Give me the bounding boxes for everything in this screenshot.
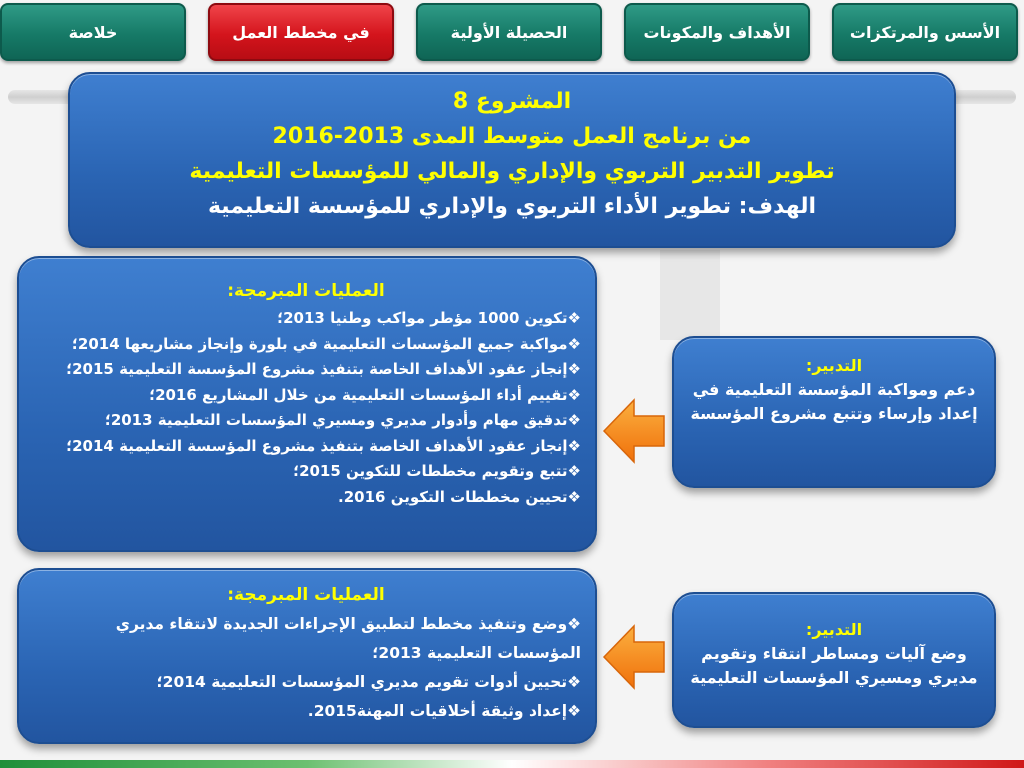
diamond-bullet-icon: ❖ xyxy=(567,436,581,455)
list-item: ❖إنجاز عقود الأهداف الخاصة بتنفيذ مشروع المؤسسة التعليمية 2014؛ xyxy=(66,436,581,455)
operations-list xyxy=(31,306,581,510)
diamond-bullet-icon: ❖ xyxy=(567,309,581,327)
tadbir-heading: التدبير: xyxy=(805,620,863,639)
diamond-bullet-icon: ❖ xyxy=(567,360,581,378)
tab-action-plan[interactable]: في مخطط العمل xyxy=(208,3,394,61)
list-item: ❖تقييم أداء المؤسسات التعليمية من خلال المشاريع 2016؛ xyxy=(149,385,581,404)
top-navigation xyxy=(0,0,1024,64)
diamond-bullet-icon: ❖ xyxy=(567,702,581,720)
list-item: ❖تتبع وتقويم مخططات للتكوين 2015؛ xyxy=(293,462,581,480)
tab-conclusion[interactable]: خلاصة xyxy=(0,3,186,61)
diamond-bullet-icon: ❖ xyxy=(567,673,581,691)
list-item: ❖تدقيق مهام وأدوار مديري ومسيري المؤسسات التعليمية 2013؛ xyxy=(104,411,581,429)
operations-list xyxy=(31,610,581,726)
background-ghost-panel xyxy=(660,250,720,340)
list-item: ❖وضع وتنفيذ مخطط لتطبيق الإجراءات الجديدة لانتقاء مديري المؤسسات التعليمية 2013؛ xyxy=(115,615,581,662)
diamond-bullet-icon: ❖ xyxy=(567,411,581,429)
project-number: المشروع 8 xyxy=(452,89,572,114)
tab-foundations[interactable]: الأسس والمرتكزات xyxy=(832,3,1018,61)
diamond-bullet-icon: ❖ xyxy=(567,334,581,353)
project-goal: الهدف: تطوير الأداء التربوي والإداري للمؤسسة التعليمية xyxy=(207,194,817,219)
diamond-bullet-icon: ❖ xyxy=(567,487,581,506)
list-item: ❖إعداد وثيقة أخلاقيات المهنة2015. xyxy=(307,702,581,720)
tadbir-panel-2 xyxy=(672,592,996,728)
operations-panel-1 xyxy=(17,256,597,552)
list-item: ❖مواكبة جميع المؤسسات التعليمية في بلورة وإنجاز مشاريعها 2014؛ xyxy=(71,334,581,353)
left-arrow-icon xyxy=(602,622,666,692)
project-title: تطوير التدبير التربوي والإداري والمالي للمؤسسات التعليمية xyxy=(189,159,835,184)
diamond-bullet-icon: ❖ xyxy=(567,385,581,404)
operations-heading: العمليات المبرمجة: xyxy=(227,585,385,605)
program-title: من برنامج العمل متوسط المدى 2013-2016 xyxy=(272,124,752,149)
list-item: ❖تكوين 1000 مؤطر مواكب وطنيا 2013؛ xyxy=(277,309,581,327)
left-arrow-icon xyxy=(602,396,666,466)
list-item: ❖تحيين مخططات التكوين 2016. xyxy=(338,487,581,506)
list-item: ❖تحيين أدوات تقويم مديري المؤسسات التعليمية 2014؛ xyxy=(156,673,581,691)
diamond-bullet-icon: ❖ xyxy=(567,462,581,480)
tab-initial-results[interactable]: الحصيلة الأولية xyxy=(416,3,602,61)
project-title-panel xyxy=(68,72,956,248)
diamond-bullet-icon: ❖ xyxy=(567,615,581,633)
tadbir-heading: التدبير: xyxy=(805,356,863,375)
tadbir-panel-1 xyxy=(672,336,996,488)
footer-color-strip xyxy=(0,760,1024,768)
operations-heading: العمليات المبرمجة: xyxy=(227,281,385,301)
tadbir-text: وضع آليات ومساطر انتقاء وتقويم مديري ومسيري المؤسسات التعليمية xyxy=(690,644,978,687)
operations-panel-2 xyxy=(17,568,597,744)
list-item: ❖إنجاز عقود الأهداف الخاصة بتنفيذ مشروع المؤسسة التعليمية 2015؛ xyxy=(66,360,581,378)
tab-goals-components[interactable]: الأهداف والمكونات xyxy=(624,3,810,61)
tadbir-text: دعم ومواكبة المؤسسة التعليمية في إعداد وإرساء وتتبع مشروع المؤسسة xyxy=(690,380,978,423)
